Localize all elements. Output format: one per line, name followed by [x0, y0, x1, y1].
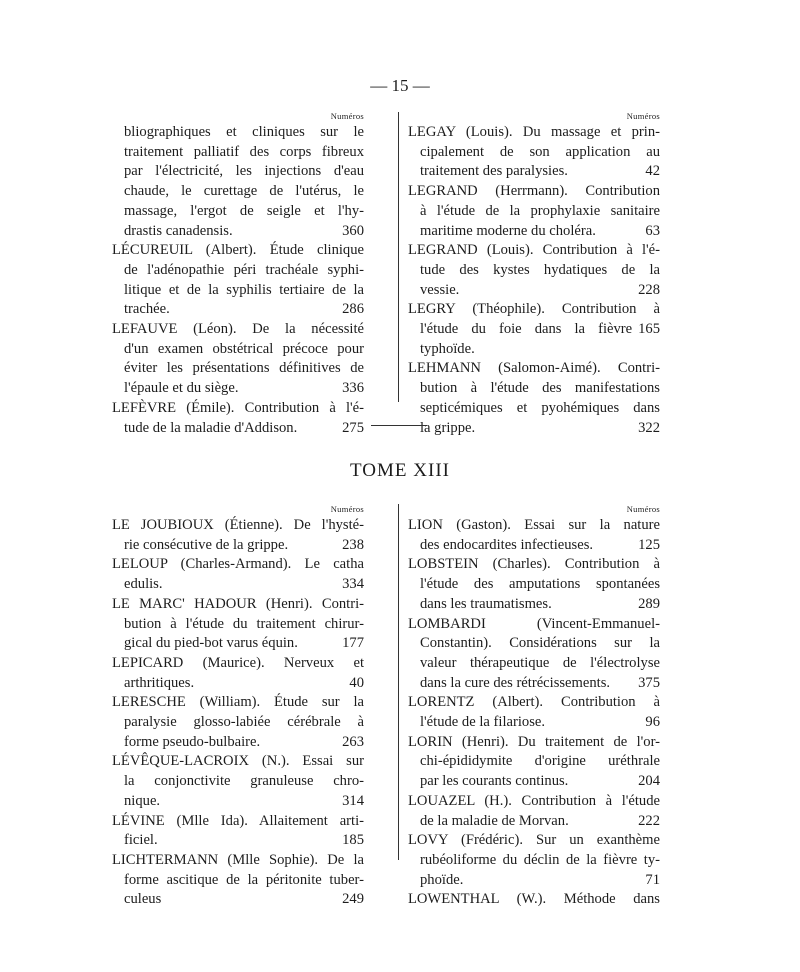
- entry-line: forme ascitique de la péritonite tuber-: [124, 871, 364, 888]
- entry-last-line: nique.: [124, 792, 161, 809]
- entry-number: 63: [645, 222, 660, 239]
- entry-last-line: l'étude du foie dans la fièvre typhoïde.: [420, 321, 633, 357]
- entry-number: 289: [638, 595, 660, 612]
- column-divider-top: [398, 112, 399, 402]
- entry-line: LÉVINE (Mlle Ida). Allaitement arti-: [112, 812, 364, 829]
- index-entry: [408, 300, 660, 359]
- entry-line: LORENTZ (Albert). Contribution à: [408, 694, 660, 711]
- entry-line: bution à l'étude du traitement chirur-: [124, 615, 364, 632]
- index-entry: [112, 595, 364, 654]
- entry-last-line: vessie.: [420, 281, 460, 298]
- index-entry: [112, 812, 364, 851]
- entry-last-line: dans la cure des rétrécissements.: [420, 674, 611, 691]
- entry-line: massage, l'ergot de seigle et l'hy-: [124, 202, 364, 219]
- index-entry: [112, 399, 364, 438]
- entry-line: chaude, le curettage de l'utérus, le: [124, 183, 364, 200]
- entry-number: 222: [638, 812, 660, 829]
- entry-line: par l'électricité, les injections d'eau: [124, 163, 364, 180]
- entry-number: 336: [342, 380, 364, 397]
- entry-number: 165: [638, 321, 660, 338]
- entry-line: LE MARC' HADOUR (Henri). Contri-: [112, 595, 364, 612]
- entry-line: à l'étude de la prophylaxie sanitaire: [420, 202, 660, 219]
- entry-line: éviter les présentations définitives de: [124, 360, 364, 377]
- entry-last-line: forme pseudo-bulbaire.: [124, 733, 261, 750]
- entry-line: LOMBARDI (Vincent-Emmanuel-: [408, 615, 660, 632]
- index-entry: [408, 831, 660, 890]
- entry-number: 263: [342, 733, 364, 750]
- index-entry: [408, 123, 660, 182]
- page-number: — 15 —: [370, 76, 430, 95]
- entry-last-line: culeus: [124, 891, 162, 908]
- entry-line: la conjonctivite granuleuse chro-: [124, 773, 364, 790]
- entry-line: paralysie glosso-labiée cérébrale à: [124, 714, 364, 731]
- index-entry: [408, 241, 660, 300]
- entry-line: tude des kystes hydatiques de la: [420, 261, 660, 278]
- entry-number: 42: [645, 163, 660, 180]
- entry-line: LEPICARD (Maurice). Nerveux et: [112, 654, 364, 671]
- bottom-right-column: [408, 504, 660, 910]
- entry-last-line: des endocardites infectieuses.: [420, 536, 594, 553]
- entry-number: 185: [342, 832, 364, 849]
- top-left-column: [112, 111, 364, 438]
- entry-number: 204: [638, 773, 660, 790]
- entry-line: LOVY (Frédéric). Sur un exanthème: [408, 832, 660, 849]
- entry-line: litique et de la syphilis tertiaire de la: [124, 281, 364, 298]
- entry-last-line: maritime moderne du choléra.: [420, 222, 596, 239]
- entry-line: LEFÈVRE (Émile). Contribution à l'é-: [112, 399, 364, 416]
- index-entry: [112, 123, 364, 241]
- index-entry: [408, 359, 660, 438]
- entry-last-line: l'épaule et du siège.: [124, 380, 239, 397]
- entry-number: 322: [638, 419, 660, 436]
- entry-last-line: gical du pied-bot varus équin.: [124, 635, 298, 652]
- entry-number: 71: [645, 871, 660, 888]
- numeros-label: Numéros: [626, 111, 660, 121]
- entry-last-line: la grippe.: [420, 419, 476, 436]
- entry-line: LELOUP (Charles-Armand). Le catha: [112, 556, 364, 573]
- index-entry: [112, 752, 364, 811]
- index-entry: [408, 182, 660, 241]
- entry-last-line: tude de la maladie d'Addison.: [124, 419, 298, 436]
- entry-line: Constantin). Considérations sur la: [420, 635, 660, 652]
- entry-last-line: ficiel.: [124, 832, 158, 849]
- index-entry: [408, 516, 660, 555]
- entry-number: 177: [342, 635, 364, 652]
- column-divider-bottom: [398, 504, 399, 860]
- entry-line: traitement palliatif des corps fibreux: [124, 143, 364, 160]
- entry-last-line: par les courants continus.: [420, 773, 569, 790]
- entry-number: 286: [342, 301, 364, 318]
- entry-last-line: phoïde.: [420, 871, 464, 888]
- entry-number: 228: [638, 281, 660, 298]
- entry-line: bliographiques et cliniques sur le: [124, 124, 364, 140]
- index-entry: [408, 615, 660, 694]
- entry-line: LÉCUREUIL (Albert). Étude clinique: [112, 242, 364, 259]
- entry-line: chi-épididymite d'origine uréthrale: [420, 753, 660, 770]
- tome-title: TOME XIII: [350, 460, 450, 481]
- section-rule: [371, 425, 427, 426]
- entry-line: cipalement de son application au: [420, 143, 660, 160]
- entry-line: LEFAUVE (Léon). De la nécessité: [112, 321, 364, 338]
- entry-number: 238: [342, 536, 364, 553]
- numeros-label: Numéros: [626, 504, 660, 514]
- entry-line: LEHMANN (Salomon-Aimé). Contri-: [408, 360, 660, 377]
- entry-line: l'étude des amputations spontanées: [420, 576, 660, 593]
- index-entry: [408, 890, 660, 910]
- entry-line: LOUAZEL (H.). Contribution à l'étude: [408, 792, 660, 809]
- index-entry: [408, 792, 660, 831]
- entry-line: LEGRY (Théophile). Contribution à: [408, 301, 660, 318]
- top-right-column: [408, 111, 660, 438]
- index-entry: [112, 241, 364, 320]
- index-entry: [112, 693, 364, 752]
- index-entry: [112, 654, 364, 693]
- entry-last-line: dans les traumatismes.: [420, 595, 552, 612]
- entry-last-line: rie consécutive de la grippe.: [124, 536, 289, 553]
- entry-last-line: drastis canadensis.: [124, 222, 233, 239]
- entry-line: LOWENTHAL (W.). Méthode dans: [408, 891, 660, 908]
- entry-number: 96: [645, 714, 660, 731]
- index-entry: [408, 555, 660, 614]
- entry-number: 360: [342, 222, 364, 239]
- index-entry: [112, 320, 364, 399]
- entry-line: LÉVÊQUE-LACROIX (N.). Essai sur: [112, 753, 364, 770]
- entry-line: LEGRAND (Herrmann). Contribution: [408, 183, 660, 200]
- entry-number: 125: [638, 536, 660, 553]
- entry-last-line: trachée.: [124, 301, 170, 318]
- index-entry: [112, 516, 364, 555]
- entry-number: 40: [349, 674, 364, 691]
- entry-line: de l'adénopathie péri trachéale syphi-: [124, 261, 364, 278]
- entry-line: LEGRAND (Louis). Contribution à l'é-: [408, 242, 660, 259]
- entry-line: bution à l'étude des manifestations: [420, 380, 660, 397]
- entry-line: LION (Gaston). Essai sur la nature: [408, 517, 660, 533]
- entry-line: LERESCHE (William). Étude sur la: [112, 694, 364, 711]
- entry-line: rubéoliforme du déclin de la fièvre ty-: [420, 851, 660, 868]
- entry-last-line: de la maladie de Morvan.: [420, 812, 569, 829]
- entry-last-line: l'étude de la filariose.: [420, 714, 546, 731]
- entry-number: 314: [342, 792, 364, 809]
- entry-line: LOBSTEIN (Charles). Contribution à: [408, 556, 660, 573]
- numeros-label: Numéros: [330, 504, 364, 514]
- bottom-left-column: [112, 504, 364, 910]
- entry-last-line: edulis.: [124, 576, 163, 593]
- entry-line: LE JOUBIOUX (Étienne). De l'hysté-: [112, 517, 364, 533]
- entry-line: septicémiques et pyohémiques dans: [420, 399, 660, 416]
- entry-number: 275: [342, 419, 364, 436]
- entry-last-line: arthritiques.: [124, 674, 195, 691]
- entry-line: LORIN (Henri). Du traitement de l'or-: [408, 733, 660, 750]
- index-entry: [112, 851, 364, 910]
- entry-number: 249: [342, 891, 364, 908]
- entry-line: valeur thérapeutique de l'électrolyse: [420, 654, 660, 671]
- entry-line: LICHTERMANN (Mlle Sophie). De la: [112, 851, 364, 868]
- entry-number: 334: [342, 576, 364, 593]
- numeros-label: Numéros: [330, 111, 364, 121]
- entry-last-line: traitement des paralysies.: [420, 163, 568, 180]
- entry-line: d'un examen obstétrical précoce pour: [124, 340, 364, 357]
- index-entry: [408, 733, 660, 792]
- index-entry: [112, 555, 364, 594]
- entry-line: LEGAY (Louis). Du massage et prin-: [408, 124, 660, 140]
- entry-number: 375: [638, 674, 660, 691]
- index-entry: [408, 693, 660, 732]
